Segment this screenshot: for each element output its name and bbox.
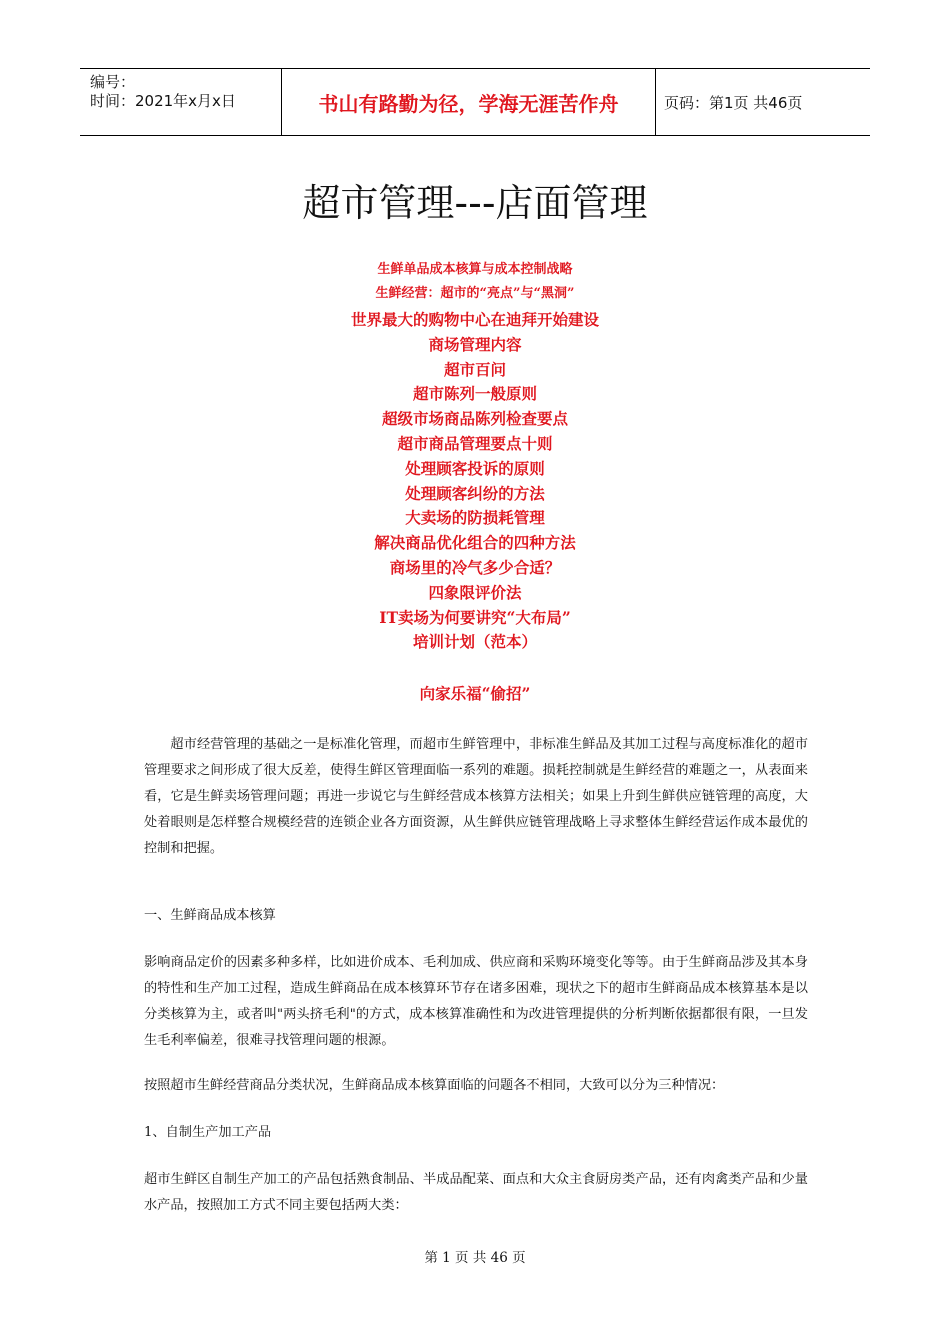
paragraph: 影响商品定价的因素多种多样，比如进价成本、毛利加成、供应商和采购环境变化等等。由于生鲜商品涉及其本身的特性和生产加工过程，造成生鲜商品在成本核算环节存在诸多困难，现状之下的超市生鲜商品成本核算基本是以分类核算为主，或者叫"两头挤毛利"的方式，成本核算准确性和为改进管理提供的分析判断依据都很有限，一旦发生毛利率偏差，很难寻找管理问题的根源。: [144, 955, 808, 1048]
toc-item[interactable]: 生鲜单品成本核算与成本控制战略: [377, 262, 573, 277]
toc-item[interactable]: 解决商品优化组合的四种方法: [374, 533, 576, 553]
section-heading: 一、生鲜商品成本核算: [144, 908, 276, 923]
paragraph: 按照超市生鲜经营商品分类状况，生鲜商品成本核算面临的问题各不相同，大致可以分为三种情况：: [144, 1078, 725, 1093]
motto-cell: [282, 69, 656, 135]
toc-item[interactable]: 超市商品管理要点十则: [397, 433, 553, 453]
time-label: 时间：2021年x月x日: [90, 92, 236, 110]
toc-item[interactable]: 生鲜经营：超市的“亮点”与“黑洞”: [375, 286, 575, 301]
page-label-cell: [656, 69, 870, 135]
toc-item[interactable]: 世界最大的购物中心在迪拜开始建设: [350, 310, 599, 329]
number-label: 编号：: [90, 73, 136, 91]
toc-item[interactable]: 处理顾客纠纷的方法: [405, 483, 545, 503]
toc-item[interactable]: 超市百问: [443, 359, 506, 379]
header-table: [80, 68, 870, 136]
paragraph: 超市生鲜区自制生产加工的产品包括熟食制品、半成品配菜、面点和大众主食厨房类产品，还有肉禽类产品和少量水产品，按照加工方式不同主要包括两大类：: [144, 1172, 808, 1213]
toc-item[interactable]: 培训计划（范本）: [412, 632, 537, 652]
page-footer: 第 1 页 共 46 页: [424, 1250, 526, 1266]
toc-item-extra[interactable]: 向家乐福“偷招”: [419, 684, 531, 703]
subsection-heading: 1、自制生产加工产品: [144, 1125, 272, 1140]
toc-item[interactable]: 商场管理内容: [428, 334, 522, 354]
toc-item[interactable]: 四象限评价法: [428, 582, 522, 602]
page-title: 超市管理---店面管理: [302, 181, 648, 225]
toc-item[interactable]: 处理顾客投诉的原则: [405, 458, 545, 478]
header-info-cell: [80, 69, 282, 135]
toc-item[interactable]: 超市陈列一般原则: [412, 384, 537, 404]
toc-item[interactable]: 商场里的冷气多少合适？: [389, 557, 561, 577]
page-label: 页码：第1页 共46页: [664, 93, 803, 112]
toc-item[interactable]: 超级市场商品陈列检查要点: [381, 409, 568, 429]
motto: 书山有路勤为径，学海无涯苦作舟: [318, 91, 619, 116]
toc-item[interactable]: IT卖场为何要讲究“大布局”: [379, 607, 571, 627]
table-of-contents: [0, 260, 950, 655]
toc-item[interactable]: 大卖场的防损耗管理: [405, 508, 545, 528]
intro-paragraph: 超市经营管理的基础之一是标准化管理，而超市生鲜管理中，非标准生鲜品及其加工过程与高度标准化的超市管理要求之间形成了很大反差，使得生鲜区管理面临一系列的难题。损耗控制就是生鲜经营的难题之一，从表面来看，它是生鲜卖场管理问题；再进一步说它与生鲜经营成本核算方法相关；如果上升到生鲜供应链管理的高度，大处着眼则是怎样整合规模经营的连锁企业各方面资源，从生鲜供应链管理战略上寻求整体生鲜经营运作成本最优的控制和把握。: [144, 737, 808, 856]
